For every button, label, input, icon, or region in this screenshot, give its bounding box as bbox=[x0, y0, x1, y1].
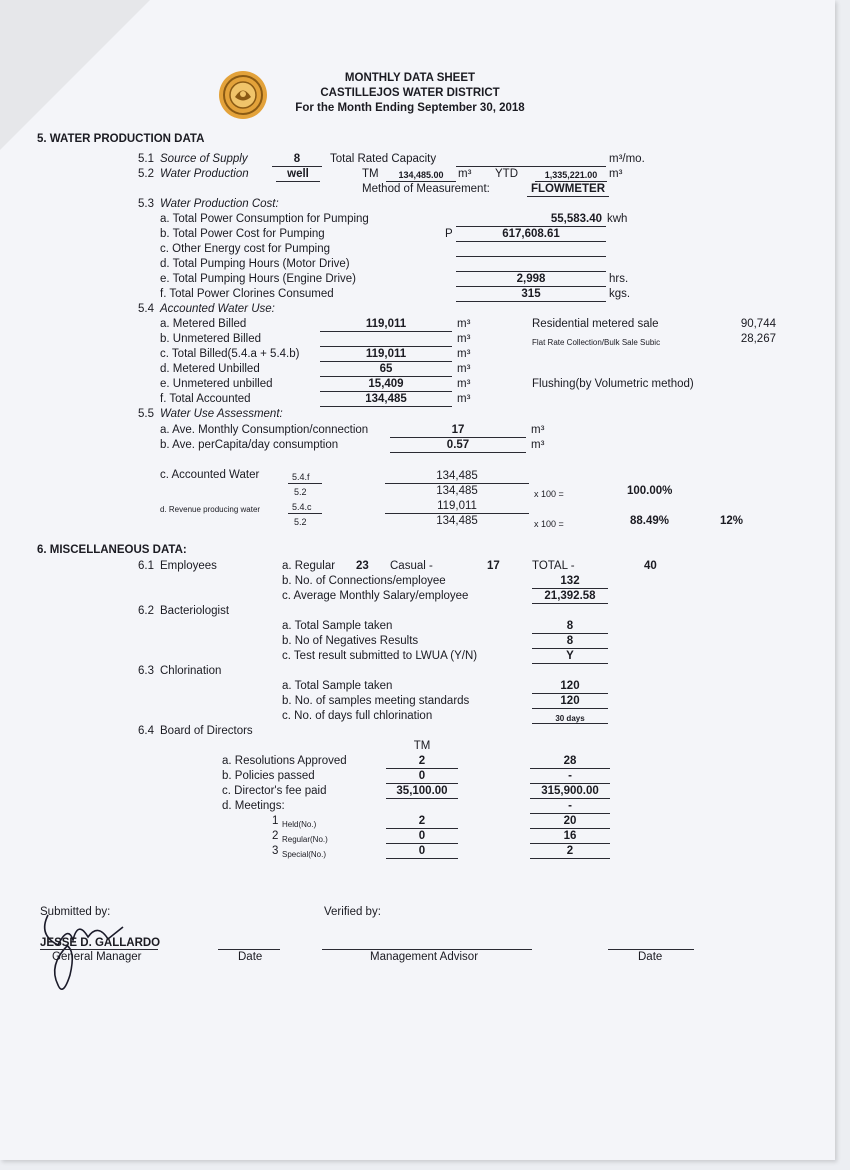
chlorination-label: Chlorination bbox=[160, 665, 222, 677]
water-use-assessment-label: Water Use Assessment: bbox=[160, 408, 283, 420]
accounted-water-label: c. Accounted Water bbox=[160, 469, 260, 481]
ave-monthly-consumption-value: 17 bbox=[451, 424, 465, 436]
regular-meetings-tm: 0 bbox=[418, 830, 426, 842]
production-tm-value: 134,485.00 bbox=[398, 170, 444, 180]
report-period: For the Month Ending September 30, 2018 bbox=[295, 102, 525, 114]
metered-unbilled-value: 65 bbox=[379, 363, 393, 375]
underline bbox=[386, 858, 458, 859]
tm-column-header: TM bbox=[413, 740, 431, 752]
accounted-water-percent: 100.00% bbox=[627, 485, 673, 497]
underline bbox=[456, 286, 606, 287]
metered-unbilled-label: d. Metered Unbilled bbox=[160, 363, 260, 375]
special-meetings-label: Special(No.) bbox=[282, 850, 327, 859]
other-energy-label: c. Other Energy cost for Pumping bbox=[160, 243, 331, 255]
revenue-water-percent: 88.49% bbox=[630, 515, 670, 527]
date-label: Date bbox=[238, 951, 263, 963]
residential-sale-value: 90,744 bbox=[740, 318, 776, 330]
ratio-numerator-ref: 5.4.c bbox=[292, 502, 312, 512]
lwua-submitted-label: c. Test result submitted to LWUA (Y/N) bbox=[282, 650, 478, 662]
underline bbox=[320, 406, 452, 407]
unmetered-unbilled-label: e. Unmetered unbilled bbox=[160, 378, 273, 390]
special-meetings-ytd: 2 bbox=[566, 845, 574, 857]
underline bbox=[532, 723, 608, 724]
special-meetings-tm: 0 bbox=[418, 845, 426, 857]
peso-prefix: P bbox=[445, 228, 453, 240]
underline bbox=[386, 798, 458, 799]
underline bbox=[456, 271, 606, 272]
production-cost-label: Water Production Cost: bbox=[160, 198, 279, 210]
chlorination-samples-value: 120 bbox=[560, 680, 580, 692]
capacity-unit: m³/mo. bbox=[609, 153, 645, 165]
verified-by-label: Verified by: bbox=[324, 906, 381, 918]
fraction-line bbox=[288, 513, 322, 514]
ytd-label: YTD bbox=[495, 168, 518, 180]
kwh-unit: kwh bbox=[607, 213, 628, 225]
section-5-title: 5. WATER PRODUCTION DATA bbox=[37, 133, 205, 145]
meeting-number: 1 bbox=[272, 815, 279, 827]
ave-monthly-consumption-label: a. Ave. Monthly Consumption/connection bbox=[160, 424, 369, 436]
meetings-ytd: - bbox=[568, 800, 572, 812]
total-employees-value: 40 bbox=[644, 560, 657, 572]
directors-fee-tm: 35,100.00 bbox=[396, 785, 448, 797]
total-accounted-label: f. Total Accounted bbox=[160, 393, 251, 405]
held-meetings-tm: 2 bbox=[418, 815, 426, 827]
policies-ytd: - bbox=[568, 770, 572, 782]
revenue-denominator-value: 134,485 bbox=[436, 515, 478, 527]
underline bbox=[527, 196, 609, 197]
non-revenue-percent: 12% bbox=[720, 515, 744, 527]
underline bbox=[456, 226, 606, 227]
underline bbox=[532, 648, 608, 649]
connections-per-employee-value: 132 bbox=[560, 575, 580, 587]
underline bbox=[386, 783, 458, 784]
total-rated-capacity-label: Total Rated Capacity bbox=[330, 153, 437, 165]
resolutions-label: a. Resolutions Approved bbox=[222, 755, 347, 767]
bacterio-samples-label: a. Total Sample taken bbox=[282, 620, 393, 632]
resolutions-tm: 2 bbox=[418, 755, 426, 767]
signature-line bbox=[40, 949, 158, 950]
full-chlorination-days-label: c. No. of days full chlorination bbox=[282, 710, 433, 722]
underline bbox=[456, 241, 606, 242]
water-production-source: well bbox=[287, 168, 309, 180]
m3-unit: m³ bbox=[531, 439, 545, 451]
underline bbox=[320, 331, 452, 332]
total-accounted-value: 134,485 bbox=[365, 393, 407, 405]
meetings-label: d. Meetings: bbox=[222, 800, 285, 812]
date-line bbox=[608, 949, 694, 950]
signer-title: General Manager bbox=[52, 951, 142, 963]
average-salary-label: c. Average Monthly Salary/employee bbox=[282, 590, 469, 602]
multiplier-text: x 100 = bbox=[534, 489, 564, 499]
water-production-label: Water Production bbox=[160, 168, 249, 180]
flat-rate-label: Flat Rate Collection/Bulk Sale Subic bbox=[532, 338, 661, 347]
bacteriologist-label: Bacteriologist bbox=[160, 605, 230, 617]
underline bbox=[456, 166, 606, 167]
m3-unit: m³ bbox=[457, 363, 471, 375]
negative-results-label: b. No of Negatives Results bbox=[282, 635, 419, 647]
per-capita-consumption-label: b. Ave. perCapita/day consumption bbox=[160, 439, 339, 451]
board-of-directors-label: Board of Directors bbox=[160, 725, 253, 737]
power-cost-value: 617,608.61 bbox=[502, 228, 560, 240]
source-of-supply-value: 8 bbox=[293, 153, 301, 165]
underline bbox=[390, 437, 526, 438]
item-number: 5.2 bbox=[138, 168, 154, 180]
underline bbox=[386, 828, 458, 829]
negative-results-value: 8 bbox=[566, 635, 574, 647]
fraction-line bbox=[385, 513, 529, 514]
unmetered-unbilled-value: 15,409 bbox=[368, 378, 404, 390]
residential-sale-label: Residential metered sale bbox=[532, 318, 659, 330]
meeting-number: 2 bbox=[272, 830, 279, 842]
source-of-supply-label: Source of Supply bbox=[160, 153, 248, 165]
directors-fee-ytd: 315,900.00 bbox=[541, 785, 599, 797]
signature-line bbox=[322, 949, 532, 950]
underline bbox=[530, 828, 610, 829]
policies-label: b. Policies passed bbox=[222, 770, 315, 782]
underline bbox=[320, 376, 452, 377]
samples-meeting-standards-value: 120 bbox=[560, 695, 580, 707]
accounted-water-use-label: Accounted Water Use: bbox=[160, 303, 275, 315]
underline bbox=[530, 768, 610, 769]
total-billed-value: 119,011 bbox=[365, 348, 407, 360]
power-cost-label: b. Total Power Cost for Pumping bbox=[160, 228, 325, 240]
casual-value: 17 bbox=[487, 560, 500, 572]
pumping-hours-engine-value: 2,998 bbox=[516, 273, 546, 285]
per-capita-consumption-value: 0.57 bbox=[446, 439, 470, 451]
chlorination-samples-label: a. Total Sample taken bbox=[282, 680, 393, 692]
sheet-title: MONTHLY DATA SHEET bbox=[344, 72, 476, 84]
underline bbox=[532, 603, 608, 604]
item-number: 6.3 bbox=[138, 665, 154, 677]
hours-unit: hrs. bbox=[609, 273, 629, 285]
district-seal-logo bbox=[218, 70, 268, 120]
meeting-number: 3 bbox=[272, 845, 279, 857]
clorines-consumed-value: 315 bbox=[521, 288, 541, 300]
item-number: 5.1 bbox=[138, 153, 154, 165]
m3-unit: m³ bbox=[457, 318, 471, 330]
date-line bbox=[218, 949, 280, 950]
full-chlorination-days-value: 30 days bbox=[555, 714, 585, 723]
underline bbox=[386, 768, 458, 769]
kgs-unit: kgs. bbox=[609, 288, 631, 300]
tm-unit: m³ bbox=[458, 168, 472, 180]
m3-unit: m³ bbox=[457, 393, 471, 405]
ratio-denominator-ref: 5.2 bbox=[294, 487, 307, 497]
underline bbox=[532, 633, 608, 634]
underline bbox=[456, 301, 606, 302]
item-number: 6.2 bbox=[138, 605, 154, 617]
multiplier-text: x 100 = bbox=[534, 519, 564, 529]
regular-label: a. Regular bbox=[282, 560, 336, 572]
m3-unit: m³ bbox=[457, 378, 471, 390]
flat-rate-value: 28,267 bbox=[740, 333, 776, 345]
underline bbox=[532, 588, 608, 589]
m3-unit: m³ bbox=[531, 424, 545, 436]
submitted-by-label: Submitted by: bbox=[40, 906, 111, 918]
district-name: CASTILLEJOS WATER DISTRICT bbox=[320, 87, 500, 99]
underline bbox=[386, 843, 458, 844]
section-6-title: 6. MISCELLANEOUS DATA: bbox=[37, 544, 187, 556]
average-salary-value: 21,392.58 bbox=[544, 590, 596, 602]
connections-per-employee-label: b. No. of Connections/employee bbox=[282, 575, 446, 587]
metered-billed-value: 119,011 bbox=[365, 318, 407, 330]
date-label: Date bbox=[638, 951, 663, 963]
underline bbox=[272, 166, 322, 167]
fraction-line bbox=[288, 483, 322, 484]
unmetered-billed-label: b. Unmetered Billed bbox=[160, 333, 261, 345]
verifier-title: Management Advisor bbox=[370, 951, 479, 963]
lwua-submitted-value: Y bbox=[566, 650, 574, 662]
regular-value: 23 bbox=[356, 560, 369, 572]
directors-fee-label: c. Director's fee paid bbox=[222, 785, 327, 797]
fraction-line bbox=[385, 483, 529, 484]
total-billed-label: c. Total Billed(5.4.a + 5.4.b) bbox=[160, 348, 300, 360]
ratio-denominator-ref: 5.2 bbox=[294, 517, 307, 527]
m3-unit: m³ bbox=[457, 333, 471, 345]
employees-label: Employees bbox=[160, 560, 217, 572]
underline bbox=[456, 256, 606, 257]
item-number: 6.4 bbox=[138, 725, 154, 737]
underline bbox=[390, 452, 526, 453]
flushing-label: Flushing(by Volumetric method) bbox=[532, 378, 694, 390]
samples-meeting-standards-label: b. No. of samples meeting standards bbox=[282, 695, 470, 707]
underline bbox=[530, 858, 610, 859]
underline bbox=[386, 181, 456, 182]
m3-unit: m³ bbox=[457, 348, 471, 360]
underline bbox=[530, 843, 610, 844]
power-consumption-label: a. Total Power Consumption for Pumping bbox=[160, 213, 369, 225]
underline bbox=[530, 798, 610, 799]
signer-name: JESSE D. GALLARDO bbox=[40, 937, 161, 949]
production-ytd-value: 1,335,221.00 bbox=[544, 170, 598, 180]
power-consumption-value: 55,583.40 bbox=[550, 213, 602, 225]
policies-tm: 0 bbox=[418, 770, 426, 782]
method-label: Method of Measurement: bbox=[362, 183, 490, 195]
resolutions-ytd: 28 bbox=[563, 755, 577, 767]
total-label: TOTAL - bbox=[532, 560, 575, 572]
underline bbox=[532, 663, 608, 664]
revenue-producing-label: d. Revenue producing water bbox=[160, 505, 261, 514]
item-number: 6.1 bbox=[138, 560, 154, 572]
accounted-denominator-value: 134,485 bbox=[436, 485, 478, 497]
folded-corner bbox=[0, 0, 150, 150]
underline bbox=[532, 693, 608, 694]
underline bbox=[320, 391, 452, 392]
revenue-numerator-value: 119,011 bbox=[437, 500, 477, 512]
method-value: FLOWMETER bbox=[530, 183, 606, 195]
clorines-consumed-label: f. Total Power Clorines Consumed bbox=[160, 288, 334, 300]
item-number: 5.4 bbox=[138, 303, 154, 315]
underline bbox=[320, 361, 452, 362]
casual-label: Casual - bbox=[390, 560, 433, 572]
regular-meetings-ytd: 16 bbox=[563, 830, 577, 842]
ratio-numerator-ref: 5.4.f bbox=[292, 472, 310, 482]
pumping-hours-engine-label: e. Total Pumping Hours (Engine Drive) bbox=[160, 273, 357, 285]
held-meetings-label: Held(No.) bbox=[282, 820, 317, 829]
bacterio-samples-value: 8 bbox=[566, 620, 574, 632]
item-number: 5.3 bbox=[138, 198, 154, 210]
regular-meetings-label: Regular(No.) bbox=[282, 835, 328, 844]
underline bbox=[530, 783, 610, 784]
tm-label: TM bbox=[362, 168, 379, 180]
underline bbox=[530, 813, 610, 814]
ytd-unit: m³ bbox=[609, 168, 623, 180]
held-meetings-ytd: 20 bbox=[563, 815, 577, 827]
underline bbox=[320, 346, 452, 347]
metered-billed-label: a. Metered Billed bbox=[160, 318, 247, 330]
item-number: 5.5 bbox=[138, 408, 154, 420]
pumping-hours-motor-label: d. Total Pumping Hours (Motor Drive) bbox=[160, 258, 350, 270]
accounted-numerator-value: 134,485 bbox=[436, 470, 478, 482]
underline bbox=[532, 708, 608, 709]
underline bbox=[276, 181, 320, 182]
underline bbox=[535, 181, 607, 182]
